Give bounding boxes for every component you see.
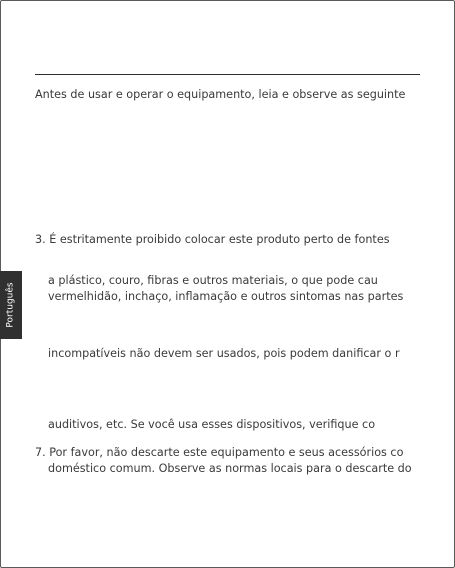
intro-text: Antes de usar e operar o equipamento, leia e observe as seguinte <box>35 88 406 101</box>
domestic-text: doméstico comum. Observe as normas locais para o descarte do <box>48 462 412 475</box>
language-tab-label: Português <box>6 282 17 328</box>
redness-text: vermelhidão, inchaço, inflamação e outros sintomas nas partes <box>48 290 404 303</box>
item-7-text: 7. Por favor, não descarte este equipamento e seus acessórios co <box>35 446 404 459</box>
devices-text: auditivos, etc. Se você usa esses dispositivos, verifique co <box>48 418 376 431</box>
item-3-text: 3. É estritamente proibido colocar este produto perto de fontes <box>35 233 390 246</box>
materials-text: a plástico, couro, fibras e outros materiais, o que pode cau <box>48 274 378 287</box>
incompatible-text: incompatíveis não devem ser usados, pois podem danificar o r <box>48 347 400 360</box>
header-divider <box>35 74 420 75</box>
language-tab <box>0 271 22 339</box>
